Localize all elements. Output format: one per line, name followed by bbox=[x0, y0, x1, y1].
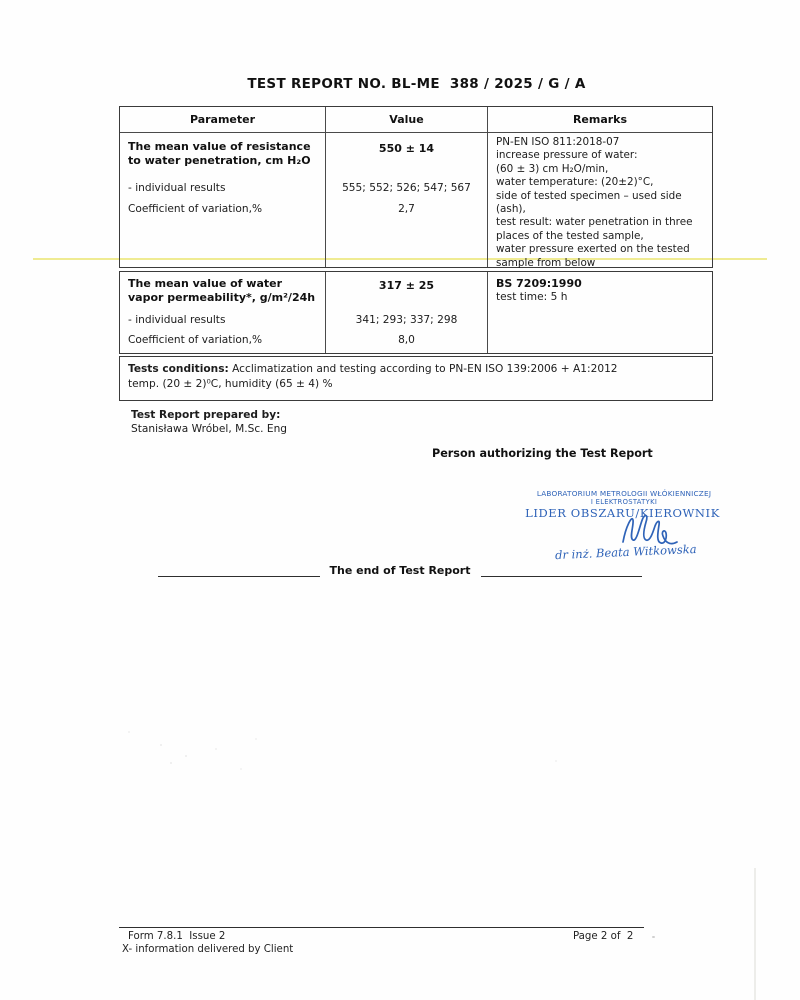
conditions-text: Acclimatization and testing according to PN-EN ISO 139:2006 + A1:2012 bbox=[228, 363, 618, 375]
footer-note: X- information delivered by Client bbox=[122, 944, 294, 955]
results-table-block-1 bbox=[119, 106, 713, 268]
stamp-lab-name: LABORATORIUM METROLOGII WŁÓKIENNICZEJ bbox=[536, 489, 712, 498]
footer-rule bbox=[119, 927, 644, 928]
cv-label: Coefficient of variation,% bbox=[128, 334, 263, 346]
remark-line: water pressure exerted on the tested sample from below bbox=[496, 243, 690, 269]
remark-standard-bs7209: BS 7209:1990 bbox=[496, 277, 582, 290]
table-header-row bbox=[120, 107, 712, 133]
mean-value-vapor-permeability: 317 ± 25 bbox=[378, 279, 435, 292]
individual-results-label: - individual results bbox=[128, 182, 226, 194]
remark-line: water temperature: (20±2)°C, bbox=[496, 176, 654, 189]
results-table-block-2 bbox=[119, 271, 713, 354]
individual-values-vapor-permeability: 341; 293; 337; 298 bbox=[355, 314, 458, 326]
conditions-label: Tests conditions: bbox=[128, 363, 229, 375]
stamp-lab-name-2: I ELEKTROSTATYKI bbox=[590, 498, 658, 506]
mean-value-water-penetration: 550 ± 14 bbox=[378, 142, 435, 155]
param-name-vapor-permeability: The mean value of water vapor permeability*, g/m²/24h bbox=[128, 277, 316, 304]
prepared-by-name: Stanisława Wróbel, M.Sc. Eng bbox=[131, 423, 288, 435]
remark-line: test result: water penetration in three places of the tested sample, bbox=[496, 216, 693, 242]
param-name-water-penetration: The mean value of resistance to water penetration, cm H₂O bbox=[128, 140, 311, 167]
end-rule-left bbox=[158, 563, 320, 577]
authorizing-label: Person authorizing the Test Report bbox=[432, 447, 653, 460]
stamp-signatory-name: dr inż. Beata Witkowska bbox=[554, 541, 697, 563]
remark-test-time: test time: 5 h bbox=[496, 291, 568, 303]
remark-line: increase pressure of water: bbox=[496, 149, 638, 162]
individual-values-water-penetration: 555; 552; 526; 547; 567 bbox=[342, 182, 471, 194]
cv-label: Coefficient of variation,% bbox=[128, 203, 263, 215]
paper-edge-shadow bbox=[754, 868, 756, 1000]
header-remarks: Remarks bbox=[572, 113, 628, 126]
footer-page-number: Page 2 of 2 bbox=[573, 931, 634, 942]
table-row-vapor-permeability bbox=[120, 272, 712, 353]
remark-line: side of tested specimen – used side (ash), bbox=[496, 189, 682, 216]
prepared-by-label: Test Report prepared by: bbox=[131, 409, 281, 421]
cv-value-vapor-permeability: 8,0 bbox=[398, 334, 415, 346]
end-of-report-row bbox=[158, 563, 642, 577]
conditions-line-2: temp. (20 ± 2)⁰C, humidity (65 ± 4) % bbox=[128, 377, 333, 390]
conditions-line-1 bbox=[128, 362, 704, 377]
remark-line: PN-EN ISO 811:2018-07 bbox=[496, 136, 620, 148]
cv-value-water-penetration: 2,7 bbox=[398, 203, 415, 215]
header-parameter: Parameter bbox=[120, 107, 326, 132]
header-value: Value bbox=[326, 107, 488, 132]
footer-form-number: Form 7.8.1 Issue 2 bbox=[128, 931, 226, 942]
end-of-report-text: The end of Test Report bbox=[329, 564, 471, 577]
table-row-water-penetration bbox=[120, 133, 712, 267]
end-rule-right bbox=[481, 563, 643, 577]
test-conditions-block bbox=[119, 356, 713, 401]
stamp-role: LIDER OBSZARU/KIEROWNIK bbox=[525, 506, 720, 520]
individual-results-label: - individual results bbox=[128, 314, 226, 326]
remark-line: (60 ± 3) cm H₂O/min, bbox=[496, 162, 609, 175]
page-title: TEST REPORT NO. BL-ME 388 / 2025 / G / A bbox=[247, 76, 586, 92]
